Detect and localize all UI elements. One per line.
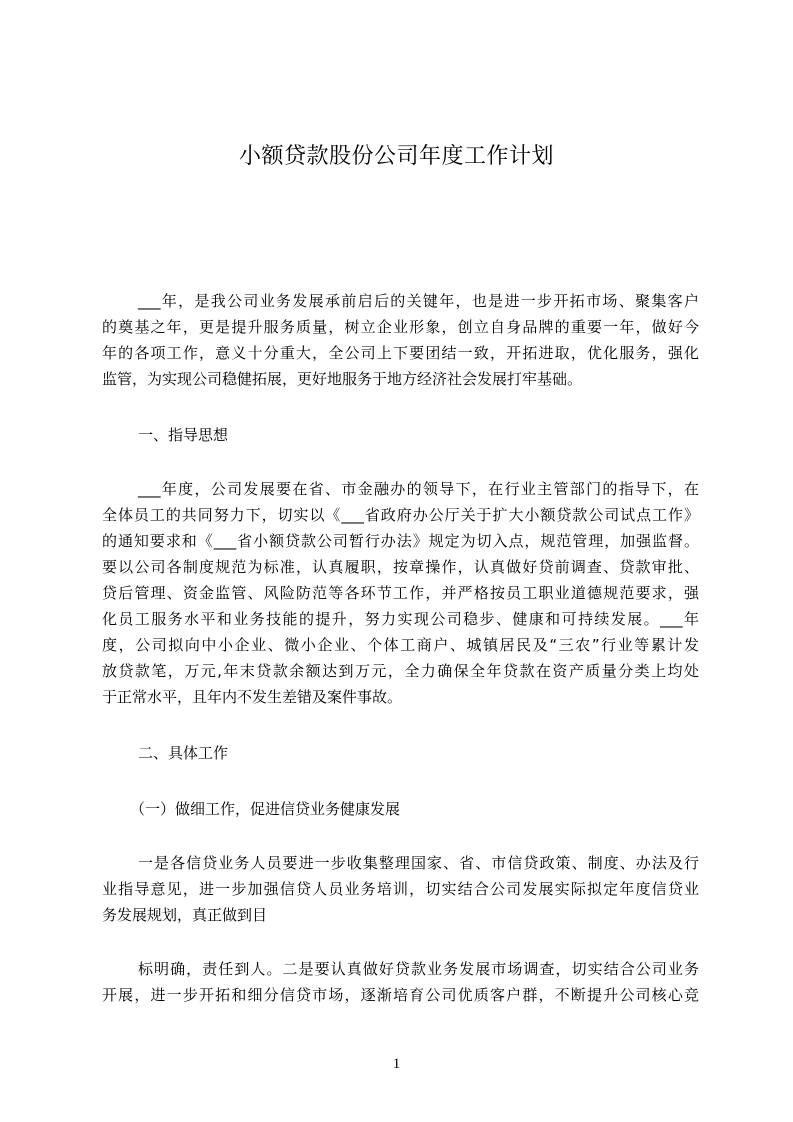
subsection1-line-3: 务发展规划，真正做到目 [102, 906, 268, 924]
section-heading-guiding-ideology: 一、指导思想 [138, 426, 229, 444]
section1-line-9: 于正常水平，且年内不发生差错及案件事故。 [102, 688, 403, 706]
intro-line-2: 的奠基之年，更是提升服务质量，树立企业形象，创立自身品牌的重要一年，做好今 [102, 318, 699, 336]
continuation-line-2: 开展，进一步开拓和细分信贷市场，逐渐培育公司优质客户群，不断提升公司核心竞 [102, 986, 699, 1004]
section1-line-1: ___年度，公司发展要在省、市金融办的领导下，在行业主管部门的指导下，在 [138, 480, 699, 498]
intro-line-3: 年的各项工作，意义十分重大，全公司上下要团结一致，开拓进取，优化服务，强化 [102, 344, 699, 362]
continuation-line-1: 标明确，责任到人。二是要认真做好贷款业务发展市场调查，切实结合公司业务 [138, 960, 699, 978]
section1-line-2: 全体员工的共同努力下，切实以《___省政府办公厅关于扩大小额贷款公司试点工作》 [102, 506, 699, 524]
section1-line-6: 化员工服务水平和业务技能的提升，努力实现公司稳步、健康和可持续发展。___年 [102, 610, 699, 628]
section-heading-specific-work: 二、具体工作 [138, 744, 229, 762]
section1-line-7: 度，公司拟向中小企业、微小企业、个体工商户、城镇居民及“三农”行业等累计发 [102, 636, 699, 654]
section1-line-3: 的通知要求和《___省小额贷款公司暂行办法》规定为切入点，规范管理，加强监督。 [102, 532, 699, 550]
subsection-heading-credit-business: （一）做细工作，促进信贷业务健康发展 [130, 800, 401, 818]
document-title: 小额贷款股份公司年度工作计划 [238, 144, 554, 169]
section1-line-5: 贷后管理、资金监管、风险防范等各环节工作，并严格按员工职业道德规范要求，强 [102, 584, 699, 602]
intro-line-1: ___年，是我公司业务发展承前启后的关键年，也是进一步开拓市场、聚集客户 [138, 292, 699, 310]
intro-line-4: 监管，为实现公司稳健拓展，更好地服务于地方经济社会发展打牢基础。 [102, 370, 583, 388]
section1-line-8: 放贷款笔，万元,年末贷款余额达到万元，全力确保全年贷款在资产质量分类上均处 [102, 662, 699, 680]
section1-line-4: 要以公司各制度规范为标准，认真履职，按章操作，认真做好贷前调查、贷款审批、 [102, 558, 699, 576]
subsection1-line-2: 业指导意见，进一步加强信贷人员业务培训，切实结合公司发展实际拟定年度信贷业 [102, 880, 699, 898]
page-number: 1 [392, 1056, 401, 1072]
subsection1-line-1: 一是各信贷业务人员要进一步收集整理国家、省、市信贷政策、制度、办法及行 [138, 854, 699, 872]
